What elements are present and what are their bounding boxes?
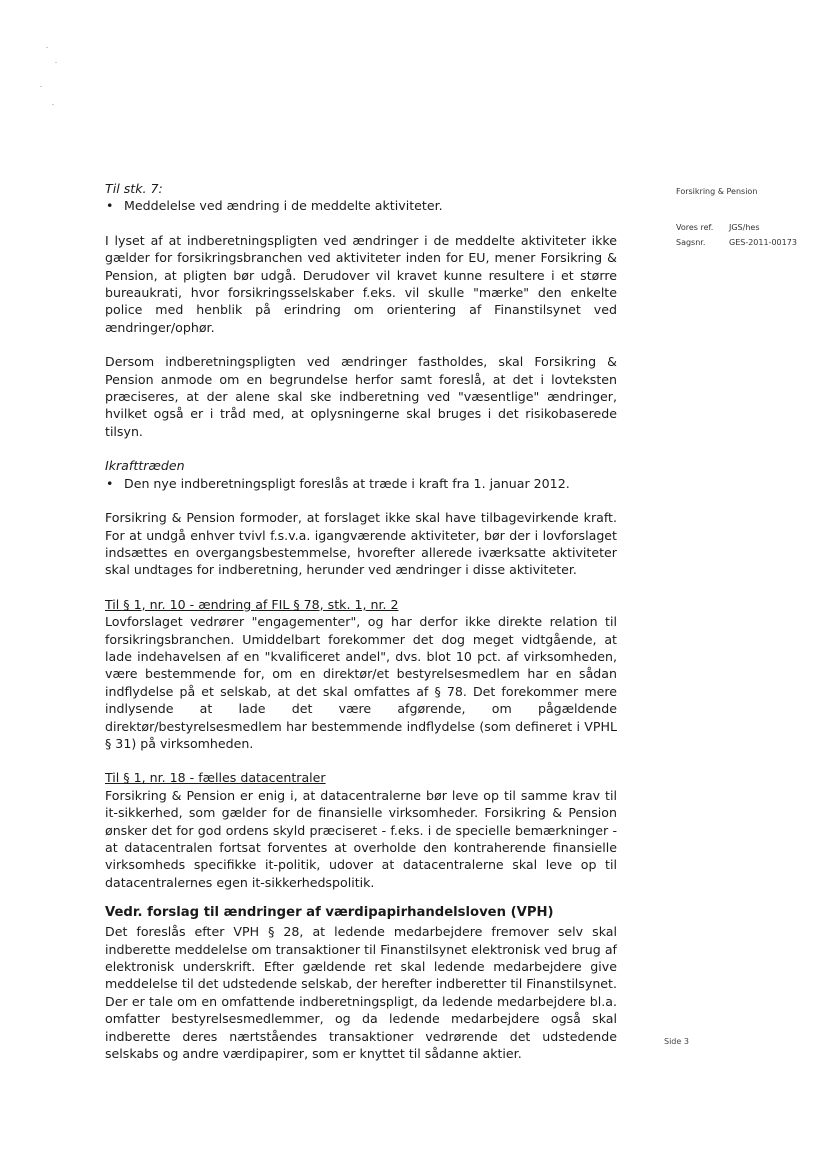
document-body [105, 180, 617, 1062]
scan-speck [52, 104, 54, 105]
ref-label: Vores ref. [676, 223, 714, 232]
vph-text: Det foreslås efter VPH § 28, at ledende medarbejdere fremover selv skal indberette meddelelse om transaktioner til Finanstilsynet elektronisk ved brug af elektronisk underskrift. Efter gældende ret skal ledende medarbejdere give meddelelse til det udstedende selskab, der herefter indberetter til Finanstilsynet. Der er tale om en omfattende indberetningspligt, da ledende medarbejdere bl.a. omfatter bestyrelsesmedlemmer, og da ledende medarbejdere også skal indberette deres nærtståendes transaktioner vedrørende det udstedende selskabs og andre værdipapirer, som er knyttet til sådanne aktier. [105, 924, 617, 1062]
ikraft-heading: Ikrafttræden [105, 458, 185, 474]
sidebar-org: Forsikring & Pension [676, 187, 758, 196]
bullet-icon: • [106, 198, 114, 214]
stk7-bullet-text: Meddelelse ved ændring i de meddelte aktiviteter. [124, 198, 443, 214]
vph-heading: Vedr. forslag til ændringer af værdipapirhandelsloven (VPH) [105, 905, 554, 921]
case-label: Sagsnr. [676, 238, 706, 247]
scan-speck [55, 62, 57, 63]
section-10-heading: Til § 1, nr. 10 - ændring af FIL § 78, stk. 1, nr. 2 [105, 596, 399, 612]
sidebar-case-number [676, 238, 797, 247]
bullet-icon: • [106, 475, 114, 491]
scan-speck [40, 86, 42, 87]
section-18-text: Forsikring & Pension er enig i, at datacentralerne bør leve op til samme krav til it-sikkerhed, som gælder for de finansielle virksomheder. Forsikring & Pension ønsker det for god ordens skyld præciseret - f.eks. i de specielle bemærkninger - at datacentralen fortsat forventes at overholde den kontraherende finansielle virksomheds specifikke it-politik, udover at datacentralerne skal leve op til datacentralernes egen it-sikkerhedspolitik. [105, 787, 617, 890]
sidebar-reference [676, 223, 760, 232]
ikraft-bullet [105, 475, 617, 492]
paragraph-transition: Forsikring & Pension formoder, at forslaget ikke skal have tilbagevirkende kraft. For at undgå enhver tvivl f.s.v.a. igangværende aktiviteter, bør der i lovforslaget indsættes en overgangsbestemmelse, hvorefter allerede iværksatte aktiviteter skal undtages for indberetning, herunder ved ændringer i disse aktiviteter. [105, 510, 617, 578]
paragraph-reporting-obligation: I lyset af at indberetningspligten ved ændringer i de meddelte aktiviteter ikke gælder for forsikringsbranchen ved aktiviteter inden for EU, mener Forsikring & Pension, at pligten bør udgå. Derudover vil kravet kunne resultere i et større bureaukrati, hvor forsikringsselskaber f.eks. vil skulle "mærke" den enkelte police med henblik på erindring om orientering af Finanstilsynet ved ændringer/ophør. [105, 232, 617, 335]
section-18-heading: Til § 1, nr. 18 - fælles datacentraler [105, 770, 326, 786]
ikraft-bullet-text: Den nye indberetningspligt foreslås at træde i kraft fra 1. januar 2012. [124, 475, 570, 491]
case-value: GES-2011-00173 [729, 238, 797, 247]
stk7-bullet [105, 197, 617, 214]
scan-speck [46, 47, 48, 48]
section-10-text: Lovforslaget vedrører "engagementer", og har derfor ikke direkte relation til forsikringsbranchen. Umiddelbart forekommer det dog meget vidtgående, at lade indehavelsen af en "kvalificeret andel", dvs. blot 10 pct. af virksomheden, være bestemmende for, om en direktør/et bestyrelsesmedlem har en sådan indflydelse på et selskab, at det skal omfattes af § 78. Det forekommer mere indlysende at lade det være afgørende, om pågældende direktør/bestyrelsesmedlem har bestemmende indflydelse (som defineret i VPHL § 31) på virksomheden. [105, 614, 617, 751]
paragraph-justification: Dersom indberetningspligten ved ændringer fastholdes, skal Forsikring & Pension anmode om en begrundelse herfor samt foreslå, at det i lovteksten præciseres, at der alene skal ske indberetning ved "væsentlige" ændringer, hvilket også er i tråd med, at oplysningerne skal bruges i det risikobaserede tilsyn. [105, 354, 617, 439]
ref-value: JGS/hes [729, 223, 760, 232]
stk7-heading: Til stk. 7: [105, 181, 163, 196]
page-number: Side 3 [664, 1037, 689, 1046]
